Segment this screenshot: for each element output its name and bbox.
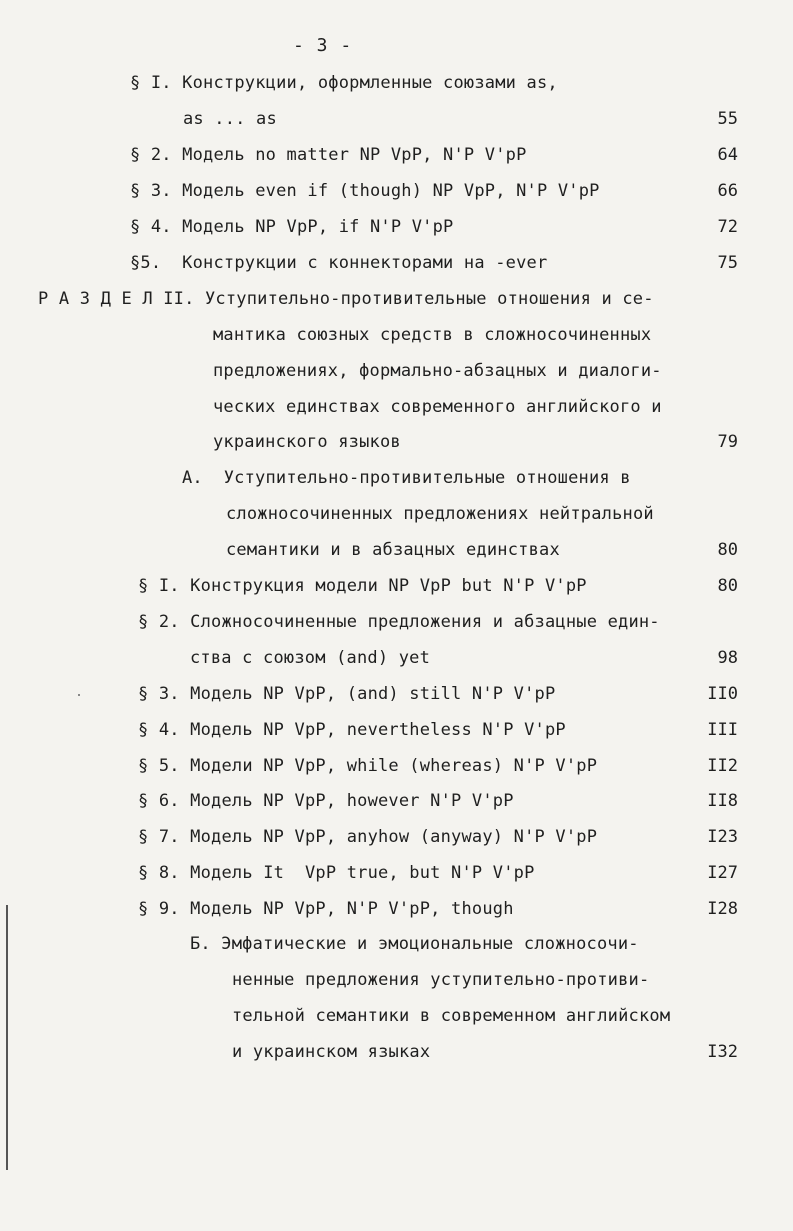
- toc-page-a4: III: [707, 720, 738, 740]
- toc-page-subsection-a: 80: [717, 540, 738, 560]
- toc-page-subsection-b: I32: [707, 1042, 738, 1062]
- subsection-b-title-line4: и украинском языках: [232, 1042, 431, 1062]
- page-number: - 3 -: [293, 35, 353, 56]
- toc-entry-a9: § 9. Модель NP VpP, N'P V'pP, though: [138, 899, 514, 919]
- toc-entry-s4: § 4. Модель NP VpP, if N'P V'pP: [130, 217, 454, 237]
- section-ii-title-line4: ческих единствах современного английского и: [213, 397, 662, 417]
- subsection-b-title-line2: ненные предложения уступительно-противи-: [232, 970, 650, 990]
- toc-entry-a6: § 6. Модель NP VpP, however N'P V'pP: [138, 791, 514, 811]
- toc-page-a3: II0: [707, 684, 738, 704]
- subsection-a-title: А. Уступительно-противительные отношения в: [182, 468, 631, 488]
- section-ii-title: Р А З Д Е Л II. Уступительно-противительные отношения и се-: [38, 289, 654, 309]
- toc-entry-a1: § I. Конструкция модели NP VpP but N'P V'pP: [138, 576, 587, 596]
- toc-page-a2: 98: [717, 648, 738, 668]
- toc-entry-a3: § 3. Модель NP VpP, (and) still N'P V'pP: [138, 684, 556, 704]
- toc-entry-a5: § 5. Модели NP VpP, while (whereas) N'P V'pP: [138, 756, 598, 776]
- toc-entry-a7: § 7. Модель NP VpP, anyhow (anyway) N'P V'pP: [138, 827, 598, 847]
- toc-entry-s5: §5. Конструкции с коннекторами на -ever: [130, 253, 548, 273]
- toc-entry-s3: § 3. Модель even if (though) NP VpP, N'P V'pP: [130, 181, 600, 201]
- subsection-a-title-line3: семантики и в абзацных единствах: [226, 540, 560, 560]
- toc-page-a6: II8: [707, 791, 738, 811]
- toc-page-a5: II2: [707, 756, 738, 776]
- margin-line: [6, 905, 8, 1170]
- toc-entry-a4: § 4. Модель NP VpP, nevertheless N'P V'pP: [138, 720, 566, 740]
- toc-page-a7: I23: [707, 827, 738, 847]
- paper-speck: [78, 694, 80, 696]
- section-ii-title-line2: мантика союзных средств в сложносочиненных: [213, 325, 652, 345]
- toc-page-s3: 66: [717, 181, 738, 201]
- toc-page-s1: 55: [717, 109, 738, 129]
- toc-entry-a8: § 8. Модель It VpP true, but N'P V'pP: [138, 863, 535, 883]
- toc-page-section-ii: 79: [717, 432, 738, 452]
- toc-entry-a2-cont: ства с союзом (and) yet: [190, 648, 431, 668]
- toc-page-a8: I27: [707, 863, 738, 883]
- toc-entry-s2: § 2. Модель no matter NP VpP, N'P V'pP: [130, 145, 527, 165]
- toc-page-a1: 80: [717, 576, 738, 596]
- subsection-b-title: Б. Эмфатические и эмоциональные сложносочи-: [190, 934, 639, 954]
- subsection-b-title-line3: тельной семантики в современном английском: [232, 1006, 671, 1026]
- section-ii-title-line3: предложениях, формально-абзацных и диалоги-: [213, 361, 662, 381]
- section-ii-title-line5: украинского языков: [213, 432, 401, 452]
- toc-entry-s1: § I. Конструкции, оформленные союзами as,: [130, 73, 558, 93]
- toc-page-s5: 75: [717, 253, 738, 273]
- toc-page-s4: 72: [717, 217, 738, 237]
- subsection-a-title-line2: сложносочиненных предложениях нейтральной: [226, 504, 654, 524]
- toc-entry-a2: § 2. Сложносочиненные предложения и абзацные един-: [138, 612, 660, 632]
- toc-entry-s1-cont: as ... as: [183, 109, 277, 129]
- toc-page-s2: 64: [717, 145, 738, 165]
- toc-page-a9: I28: [707, 899, 738, 919]
